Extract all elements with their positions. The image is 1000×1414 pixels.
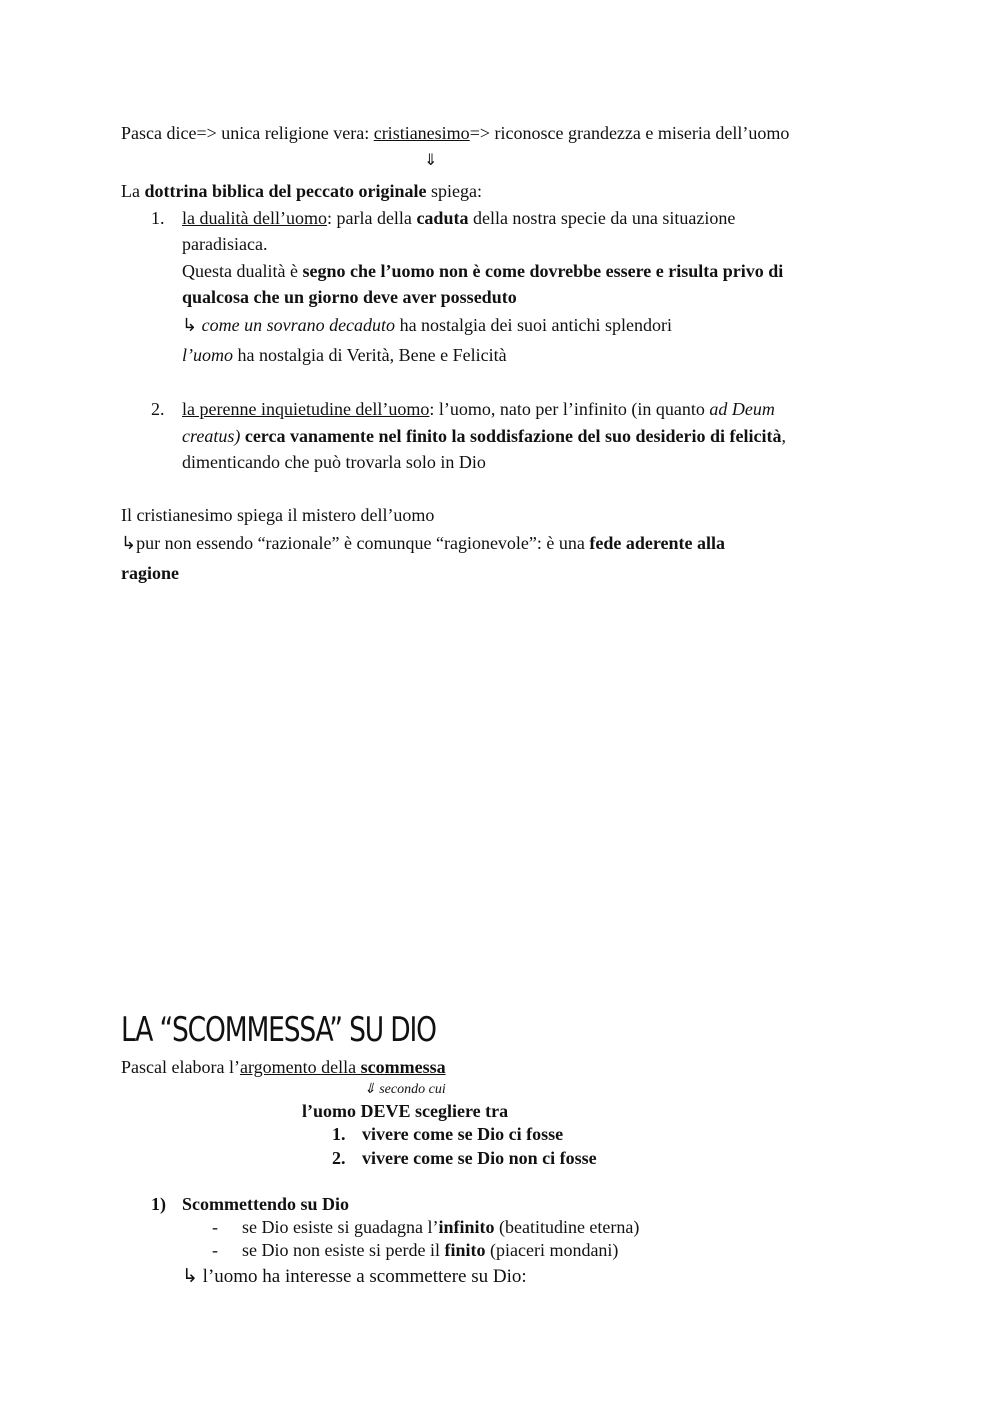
choice2-text	[362, 1148, 597, 1169]
item2-line1	[182, 399, 775, 420]
scommessa-text: Pascal elabora l’	[121, 1057, 240, 1077]
cristianesimo-underlined: cristianesimo	[373, 123, 470, 143]
item1-text-i: ha nostalgia dei suoi antichi splendori	[395, 315, 673, 335]
bullet-2	[242, 1240, 618, 1261]
deve-line	[302, 1101, 508, 1122]
dottrina-bold: dottrina biblica del peccato originale	[144, 181, 427, 201]
item1-italic-j: l’uomo	[182, 345, 233, 365]
item1-caduta: caduta	[416, 208, 469, 228]
bullet1-text: se Dio esiste si guadagna l’	[242, 1217, 439, 1237]
bullet-1	[242, 1217, 639, 1238]
deve-bold: l’uomo DEVE scegliere tra	[302, 1101, 509, 1121]
dottrina-text: La	[121, 181, 145, 201]
secondo-cui-text: ⇓ secondo cui	[364, 1082, 446, 1097]
item2-italic-c: creatus)	[182, 426, 241, 446]
item1-bold-f: segno che l’uomo non è come dovrebbe essere e risulta privo di	[302, 261, 784, 281]
bet-title-bold: Scommettendo su Dio	[182, 1194, 349, 1214]
bet-title	[182, 1194, 349, 1215]
item2-line2	[182, 426, 786, 447]
item1-text-e: Questa dualità è	[182, 261, 303, 281]
dottrina-line	[121, 181, 482, 202]
item1-line6	[182, 345, 507, 366]
item1-title: la dualità dell’uomo	[182, 208, 327, 228]
down-arrow: ⇓	[424, 152, 438, 169]
finito-bold: finito	[444, 1240, 486, 1260]
item2-bold-d: cerca vanamente nel finito la soddisfazione del suo desiderio di felicità	[240, 426, 782, 446]
item1-text-k: ha nostalgia di Verità, Bene e Felicità	[233, 345, 507, 365]
bullet2-end: (piaceri mondani)	[485, 1240, 619, 1260]
item2-italic-b: ad Deum	[709, 399, 775, 419]
choice1-bold: vivere come se Dio ci fosse	[362, 1124, 564, 1144]
bullet-dash-1: -	[212, 1217, 218, 1237]
item1-line2: paradisiaca.	[182, 234, 268, 254]
item1-number: 1.	[151, 208, 165, 228]
choice2-bold: vivere come se Dio non ci fosse	[362, 1148, 597, 1168]
pascal-intro-line	[121, 123, 789, 144]
item2-text-a: : l’uomo, nato per l’infinito (in quanto	[429, 399, 710, 419]
secondo-cui	[364, 1081, 446, 1098]
mistero-line: Il cristianesimo spiega il mistero dell’uomo	[121, 505, 435, 525]
item1-bold-g: qualcosa che un giorno deve aver posseduto	[182, 287, 517, 307]
item2-title: la perenne inquietudine dell’uomo	[182, 399, 430, 419]
bet-num-bold: 1)	[151, 1194, 166, 1214]
ragionevole-text: ↳pur non essendo “razionale” è comunque “ragionevole”: è una	[121, 533, 590, 553]
dottrina-end: spiega:	[426, 181, 482, 201]
section-heading: LA “SCOMMESSA” SU DIO	[121, 1010, 436, 1050]
item1-text-a: : parla della	[326, 208, 417, 228]
argomento-underlined: argomento della	[239, 1057, 361, 1077]
conclusion-line: ↳ l’uomo ha interesse a scommettere su Dio:	[182, 1266, 527, 1287]
item1-line4	[182, 287, 517, 308]
choice1-text	[362, 1124, 563, 1145]
choice1	[332, 1124, 346, 1145]
ragione-line	[121, 563, 179, 584]
fede-bold: fede aderente alla	[589, 533, 726, 553]
item1-text-c: della nostra specie da una situazione	[468, 208, 736, 228]
choice2-number: 2.	[332, 1148, 346, 1168]
bullet-dash-2: -	[212, 1240, 218, 1260]
ragione-bold: ragione	[121, 563, 179, 583]
choice1-number: 1.	[332, 1124, 346, 1144]
bet-number	[151, 1194, 166, 1215]
item2-line3: dimenticando che può trovarla solo in Dio	[182, 452, 486, 472]
scommessa-bold: scommessa	[360, 1057, 446, 1077]
item1-italic-h: come un sovrano decaduto	[201, 315, 396, 335]
bullet1-end: (beatitudine eterna)	[494, 1217, 640, 1237]
infinito-bold: infinito	[438, 1217, 495, 1237]
ragionevole-line	[121, 533, 725, 554]
choice2	[332, 1148, 346, 1169]
return-arrow-icon: ↳	[182, 315, 202, 335]
scommessa-intro	[121, 1057, 446, 1078]
item1-line1	[182, 208, 735, 229]
item2-comma: ,	[781, 426, 786, 446]
item1-line3	[182, 261, 783, 282]
item2-number: 2.	[151, 399, 165, 419]
bullet2-text: se Dio non esiste si perde il	[242, 1240, 445, 1260]
intro-text-end: => riconosce grandezza e miseria dell’uomo	[469, 123, 790, 143]
intro-text: Pasca dice=> unica religione vera:	[121, 123, 374, 143]
item1-line5	[182, 315, 672, 336]
